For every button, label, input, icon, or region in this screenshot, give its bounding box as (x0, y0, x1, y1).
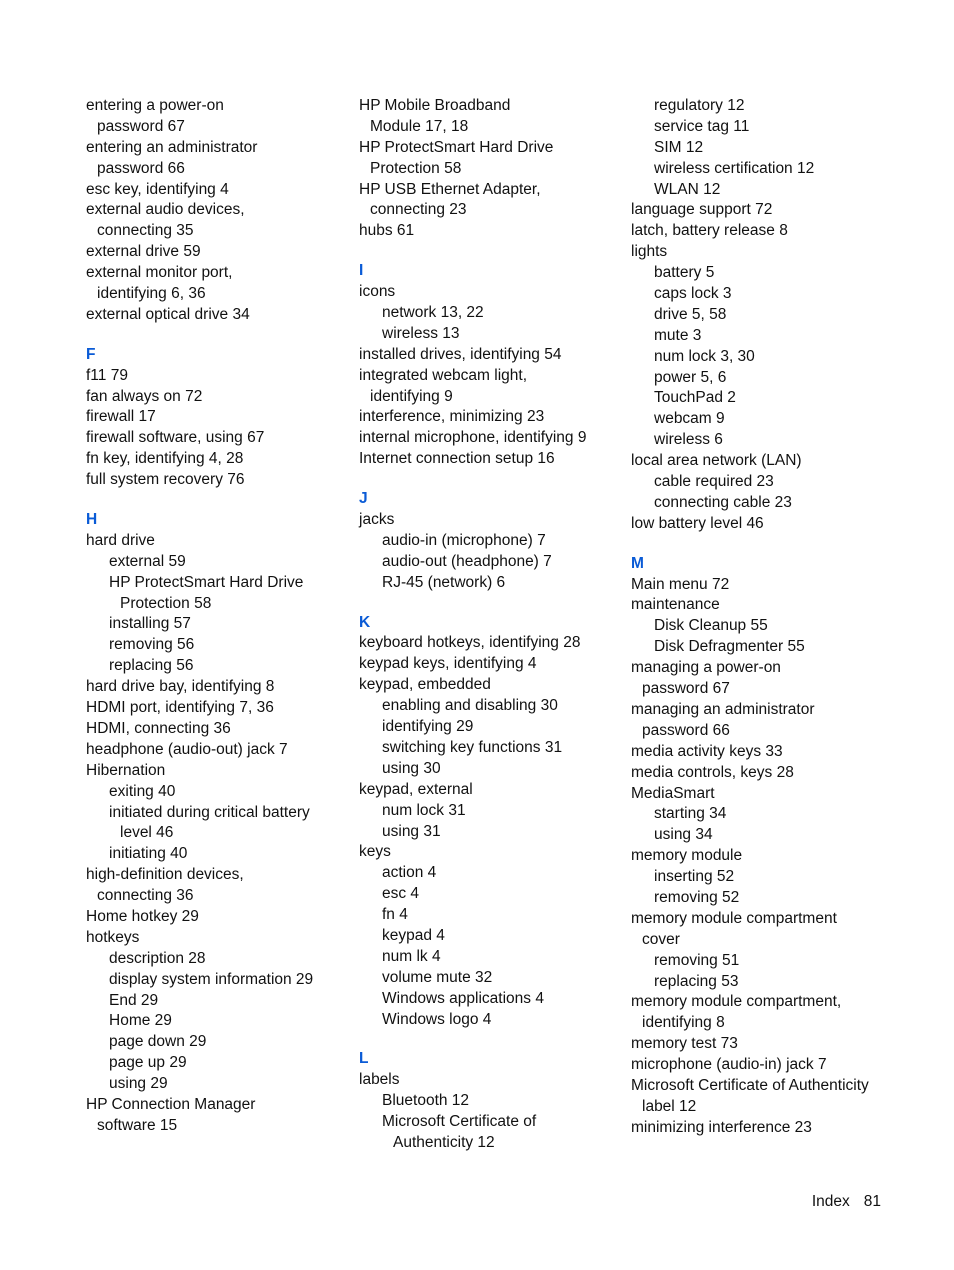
index-subentry: connecting cable 23 (654, 493, 792, 511)
index-letter-heading: M (631, 554, 644, 572)
index-subentry: page up 29 (109, 1054, 187, 1072)
index-entry-continuation: password 66 (642, 721, 730, 739)
page-number: 81 (863, 1193, 881, 1210)
index-subentry: audio-in (microphone) 7 (382, 531, 546, 549)
index-entry: external drive 59 (86, 243, 201, 261)
index-letter-heading: K (359, 613, 371, 631)
index-entry: firewall 17 (86, 408, 156, 426)
index-subentry: Home 29 (109, 1012, 172, 1030)
index-entry-continuation: software 15 (97, 1116, 178, 1134)
index-entry: firewall software, using 67 (86, 429, 265, 447)
footer-label: Index (811, 1193, 850, 1210)
index-subentry: cable required 23 (654, 473, 774, 491)
index-subentry: webcam 9 (654, 410, 725, 428)
index-subentry: num lk 4 (382, 947, 441, 965)
index-entry: memory module compartment, (631, 993, 842, 1011)
index-entry: high-definition devices, (86, 866, 244, 884)
index-column-3 (631, 96, 931, 1139)
index-entry: Main menu 72 (631, 575, 730, 593)
index-entry-continuation: Protection 58 (370, 159, 462, 177)
index-entry: keyboard hotkeys, identifying 28 (359, 634, 581, 652)
index-entry: media controls, keys 28 (631, 763, 794, 781)
index-subentry: volume mute 32 (382, 968, 493, 986)
index-entry: HP Mobile Broadband (359, 97, 511, 114)
index-entry-continuation: connecting 23 (370, 201, 467, 219)
index-subentry: Authenticity 12 (393, 1133, 495, 1151)
index-subentry: using 34 (654, 826, 713, 844)
index-entry: interference, minimizing 23 (359, 408, 545, 426)
index-letter-heading: L (359, 1050, 369, 1068)
index-subentry: fn 4 (382, 906, 408, 924)
index-entry: entering a power-on (86, 97, 224, 114)
index-entry: HDMI port, identifying 7, 36 (86, 699, 274, 717)
index-entry-continuation: identifying 9 (370, 387, 453, 405)
index-entry: latch, battery release 8 (631, 222, 788, 240)
index-subentry: Windows logo 4 (382, 1010, 492, 1028)
index-entry: icons (359, 283, 396, 301)
index-subentry: enabling and disabling 30 (382, 697, 558, 715)
index-subentry: esc 4 (382, 885, 420, 903)
index-entry: memory test 73 (631, 1035, 738, 1053)
index-subentry: WLAN 12 (654, 180, 721, 198)
index-entry: keys (359, 843, 391, 861)
index-entry: Internet connection setup 16 (359, 450, 555, 468)
index-entry: Home hotkey 29 (86, 907, 199, 925)
index-subentry: RJ-45 (network) 6 (382, 573, 506, 591)
index-entry: keypad, external (359, 780, 473, 798)
index-entry: internal microphone, identifying 9 (359, 429, 587, 447)
index-subentry: HP ProtectSmart Hard Drive (109, 573, 304, 591)
index-entry: headphone (audio-out) jack 7 (86, 740, 288, 758)
index-entry: external optical drive 34 (86, 305, 250, 323)
index-entry: f11 79 (86, 366, 128, 384)
index-entry: minimizing interference 23 (631, 1118, 812, 1136)
index-entry-continuation: password 67 (97, 117, 185, 135)
index-subentry: wireless certification 12 (654, 159, 815, 177)
index-entry: labels (359, 1071, 400, 1089)
index-subentry: using 29 (109, 1075, 168, 1093)
index-subentry: page down 29 (109, 1033, 207, 1051)
index-entry-continuation: identifying 8 (642, 1014, 725, 1032)
index-entry: integrated webcam light, (359, 366, 528, 384)
index-subentry: description 28 (109, 949, 206, 967)
index-entry: esc key, identifying 4 (86, 180, 229, 198)
index-entry: keypad keys, identifying 4 (359, 655, 537, 673)
index-subentry: inserting 52 (654, 868, 735, 886)
index-entry: local area network (LAN) (631, 452, 802, 470)
index-entry-continuation: password 66 (97, 159, 185, 177)
index-entry: jacks (359, 511, 395, 529)
index-entry: HP ProtectSmart Hard Drive (359, 138, 554, 156)
index-subentry: regulatory 12 (654, 97, 745, 114)
index-letter-heading: F (86, 345, 96, 363)
index-entry: lights (631, 243, 668, 261)
index-entry: full system recovery 76 (86, 471, 245, 489)
index-entry: HDMI, connecting 36 (86, 719, 231, 737)
index-entry: entering an administrator (86, 138, 258, 156)
index-entry: Microsoft Certificate of Authenticity (631, 1076, 869, 1094)
index-entry: external monitor port, (86, 264, 233, 282)
index-entry: fan always on 72 (86, 387, 203, 405)
index-subentry: external 59 (109, 552, 186, 570)
index-entry-continuation: identifying 6, 36 (97, 285, 206, 303)
index-entry: installed drives, identifying 54 (359, 345, 562, 363)
index-subentry: removing 51 (654, 951, 740, 969)
index-entry: hard drive bay, identifying 8 (86, 678, 275, 696)
page-footer (812, 1191, 881, 1213)
index-entry: keypad, embedded (359, 676, 491, 694)
index-subentry: initiating 40 (109, 845, 188, 863)
index-entry: hubs 61 (359, 222, 415, 240)
index-entry: MediaSmart (631, 784, 715, 802)
index-entry-continuation: label 12 (642, 1097, 697, 1115)
index-subentry: Disk Defragmenter 55 (654, 638, 805, 656)
index-subentry: Disk Cleanup 55 (654, 617, 768, 635)
index-letter-heading: I (359, 262, 364, 280)
index-entry-continuation: password 67 (642, 680, 730, 698)
index-entry: HP Connection Manager (86, 1095, 256, 1113)
index-entry: HP USB Ethernet Adapter, (359, 180, 541, 198)
index-subentry: mute 3 (654, 326, 702, 344)
index-entry: memory module (631, 847, 743, 865)
index-entry-continuation: Module 17, 18 (370, 117, 469, 135)
index-subentry: removing 56 (109, 636, 195, 654)
index-column-1 (86, 96, 348, 1137)
index-subentry: service tag 11 (654, 117, 750, 135)
index-subentry: exiting 40 (109, 782, 176, 800)
index-entry: memory module compartment (631, 909, 837, 927)
index-entry: managing an administrator (631, 700, 815, 718)
index-entry: hard drive (86, 531, 155, 549)
index-subentry: drive 5, 58 (654, 305, 727, 323)
index-subentry: Bluetooth 12 (382, 1092, 470, 1110)
index-subentry: battery 5 (654, 264, 715, 282)
index-subentry: caps lock 3 (654, 285, 732, 303)
index-entry: managing a power-on (631, 659, 781, 677)
index-entry: maintenance (631, 596, 720, 614)
index-entry: media activity keys 33 (631, 742, 783, 760)
index-subentry: Microsoft Certificate of (382, 1113, 537, 1131)
index-entry: language support 72 (631, 201, 773, 219)
index-subentry: replacing 53 (654, 972, 739, 990)
index-subentry: Protection 58 (120, 594, 212, 612)
index-subentry: identifying 29 (382, 718, 474, 736)
index-entry: microphone (audio-in) jack 7 (631, 1056, 827, 1074)
index-entry: hotkeys (86, 928, 140, 946)
index-subentry: audio-out (headphone) 7 (382, 552, 552, 570)
index-subentry: SIM 12 (654, 138, 704, 156)
index-subentry: switching key functions 31 (382, 738, 563, 756)
index-subentry: wireless 13 (382, 324, 460, 342)
index-subentry: num lock 31 (382, 801, 466, 819)
index-subentry: level 46 (120, 824, 174, 842)
index-subentry: Windows applications 4 (382, 989, 544, 1007)
index-column-2 (359, 96, 621, 1154)
index-subentry: End 29 (109, 991, 159, 1009)
index-subentry: starting 34 (654, 805, 727, 823)
index-subentry: using 31 (382, 822, 441, 840)
index-entry-continuation: cover (642, 930, 680, 948)
index-entry: low battery level 46 (631, 514, 764, 532)
index-letter-heading: J (359, 490, 368, 508)
index-entry: external audio devices, (86, 201, 245, 219)
index-subentry: using 30 (382, 759, 441, 777)
index-subentry: installing 57 (109, 615, 191, 633)
index-subentry: replacing 56 (109, 657, 194, 675)
index-subentry: display system information 29 (109, 970, 314, 988)
index-subentry: wireless 6 (654, 431, 723, 449)
index-subentry: power 5, 6 (654, 368, 727, 386)
index-entry: Hibernation (86, 761, 166, 779)
index-subentry: action 4 (382, 864, 437, 882)
index-subentry: removing 52 (654, 888, 740, 906)
index-subentry: TouchPad 2 (654, 389, 736, 407)
index-entry: fn key, identifying 4, 28 (86, 450, 244, 468)
index-subentry: network 13, 22 (382, 304, 484, 322)
index-letter-heading: H (86, 511, 98, 529)
index-entry-continuation: connecting 35 (97, 222, 194, 240)
index-subentry: num lock 3, 30 (654, 347, 755, 365)
index-entry-continuation: connecting 36 (97, 887, 194, 905)
index-subentry: initiated during critical battery (109, 803, 310, 821)
index-subentry: keypad 4 (382, 926, 445, 944)
